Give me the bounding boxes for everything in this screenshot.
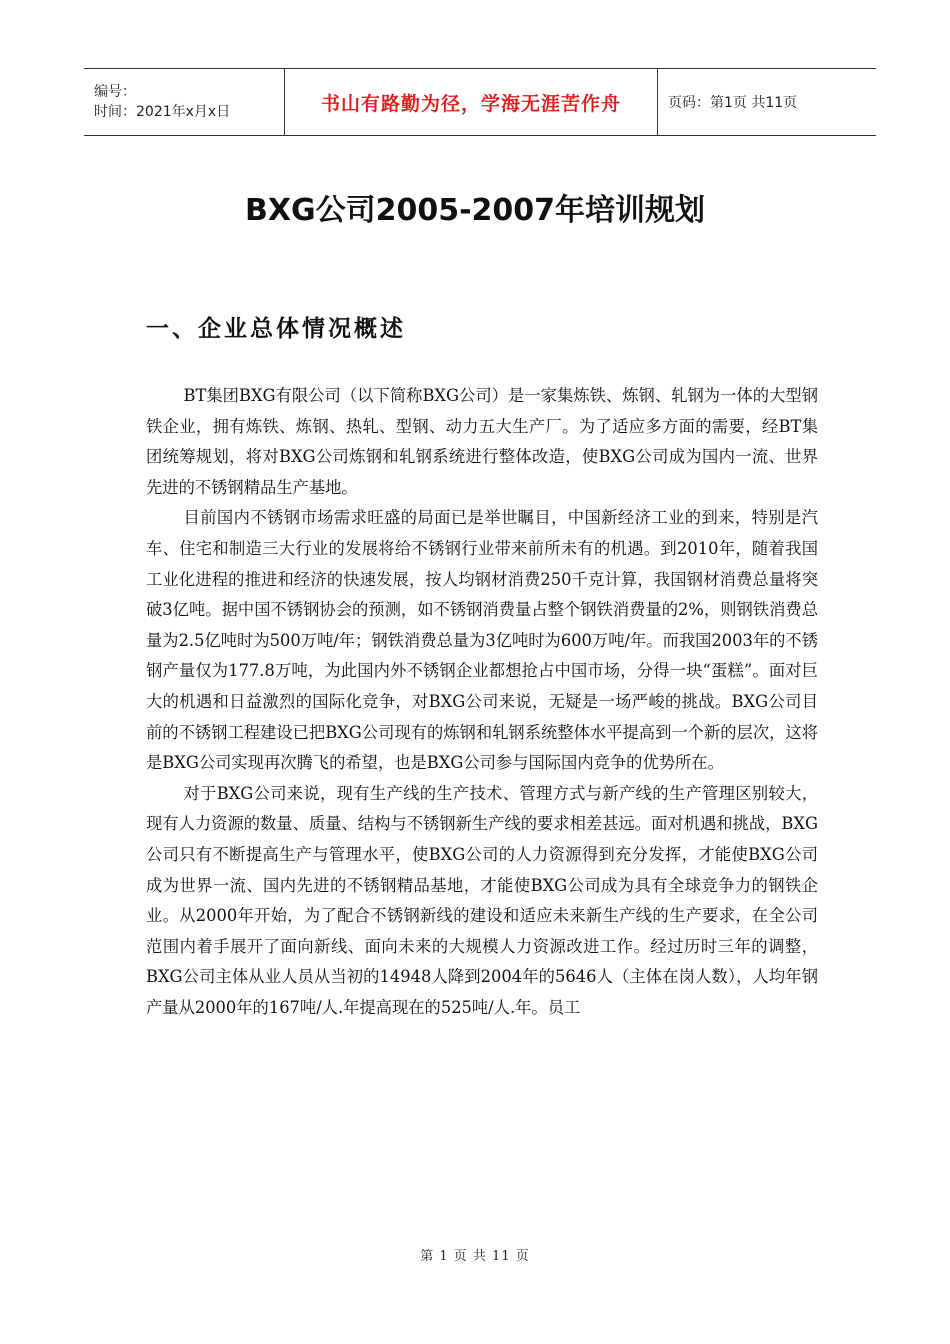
- paragraph: 对于BXG公司来说，现有生产线的生产技术、管理方式与新产线的生产管理区别较大，现有人力资源的数量、质量、结构与不锈钢新生产线的要求相差甚远。面对机遇和挑战，BXG公司只有不断提高生产与管理水平，使BXG公司的人力资源得到充分发挥，才能使BXG公司成为世界一流、国内先进的不锈钢精品基地，才能使BXG公司成为具有全球竞争力的钢铁企业。从2000年开始，为了配合不锈钢新线的建设和适应未来新生产线的生产要求，在全公司范围内着手展开了面向新线、面向未来的大规模人力资源改进工作。经过历时三年的调整，BXG公司主体从业人员从当初的14948人降到2004年的5646人（主体在岗人数），人均年钢产量从2000年的167吨/人.年提高现在的525吨/人.年。员工: [146, 783, 818, 1017]
- page-header-table: [84, 68, 876, 136]
- header-page-label: 页码：第1页 共11页: [668, 95, 798, 111]
- paragraph: BT集团BXG有限公司（以下简称BXG公司）是一家集炼铁、炼钢、轧钢为一体的大型钢铁企业，拥有炼铁、炼钢、热轧、型钢、动力五大生产厂。为了适应多方面的需要，经BT集团统筹规划，将对BXG公司炼钢和轧钢系统进行整体改造，使BXG公司成为国内一流、世界先进的不锈钢精品生产基地。: [146, 386, 818, 497]
- header-motto: 书山有路勤为径，学海无涯苦作舟: [320, 92, 621, 115]
- section-heading: 一、企业总体情况概述: [146, 315, 406, 342]
- document-title: BXG公司2005-2007年培训规划: [244, 193, 706, 228]
- header-page-cell: [658, 69, 876, 135]
- paragraph: 目前国内不锈钢市场需求旺盛的局面已是举世瞩目，中国新经济工业的到来，特别是汽车、住宅和制造三大行业的发展将给不锈钢行业带来前所未有的机遇。到2010年，随着我国工业化进程的推进和经济的快速发展，按人均钢材消费250千克计算，我国钢材消费总量将突破3亿吨。据中国不锈钢协会的预测，如不锈钢消费量占整个钢铁消费量的2%，则钢铁消费总量为2.5亿吨时为500万吨/年；钢铁消费总量为3亿吨时为600万吨/年。而我国2003年的不锈钢产量仅为177.8万吨，为此国内外不锈钢企业都想抢占中国市场，分得一块“蛋糕”。面对巨大的机遇和日益激烈的国际化竞争，对BXG公司来说，无疑是一场严峻的挑战。BXG公司目前的不锈钢工程建设已把BXG公司现有的炼钢和轧钢系统整体水平提高到一个新的层次，这将是BXG公司实现再次腾飞的希望，也是BXG公司参与国际国内竞争的优势所在。: [146, 508, 818, 773]
- document-number-label: 编号：: [94, 84, 136, 100]
- page-footer: 第 1 页 共 11 页: [420, 1249, 530, 1264]
- header-motto-cell: [285, 69, 658, 135]
- header-meta-cell: [84, 69, 285, 135]
- body-text: [146, 381, 818, 1023]
- document-time-label: 时间：2021年x月x日: [94, 104, 231, 120]
